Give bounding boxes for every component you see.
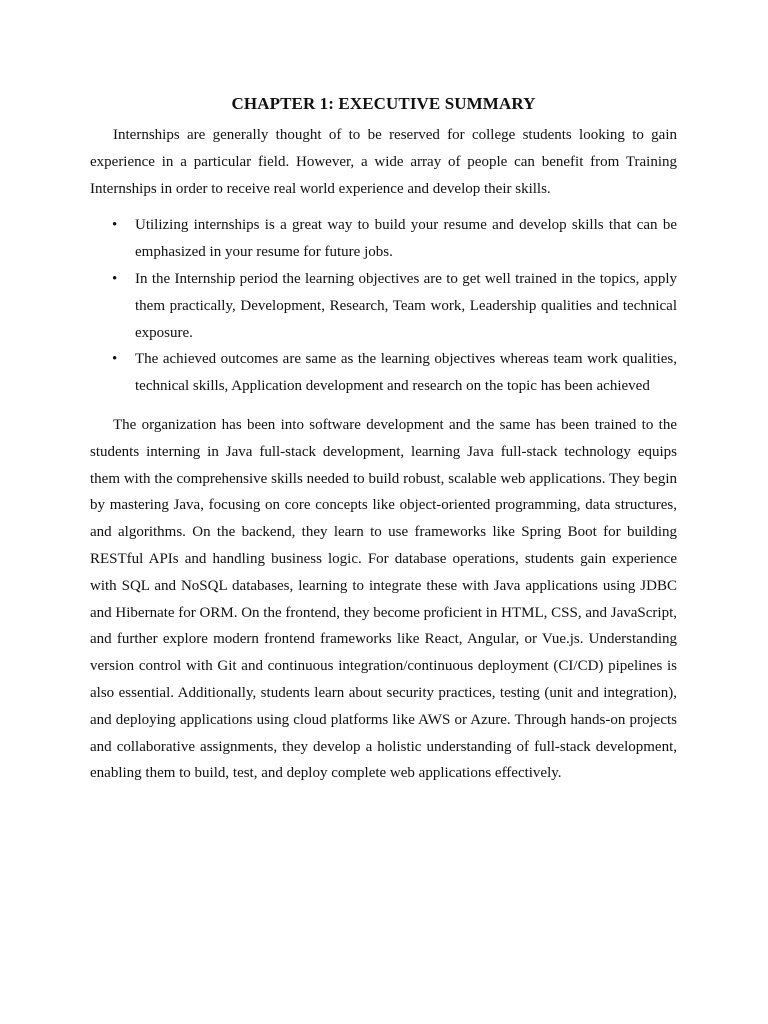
bullet-item: [90, 346, 677, 400]
organization-paragraph: The organization has been into software development and the same has been trained to the students interning in Java full-stack development, learning Java full-stack technology equips them with the comprehensive skills needed to build robust, scalable web applications. They begin by mastering Java, focusing on core concepts like object-oriented programming, data structures, and algorithms. On the backend, they learn to use frameworks like Spring Boot for building RESTful APIs and handling business logic. For database operations, students gain experience with SQL and NoSQL databases, learning to integrate these with Java applications using JDBC and Hibernate for ORM. On the frontend, they become proficient in HTML, CSS, and JavaScript, and further explore modern frontend frameworks like React, Angular, or Vue.js. Understanding version control with Git and continuous integration/continuous deployment (CI/CD) pipelines is also essential. Additionally, students learn about security practices, testing (unit and integration), and deploying applications using cloud platforms like AWS or Azure. Through hands-on projects and collaborative assignments, they develop a holistic understanding of full-stack development, enabling them to build, test, and deploy complete web applications effectively.: [90, 416, 677, 782]
chapter-title: CHAPTER 1: EXECUTIVE SUMMARY: [231, 94, 536, 113]
page-content: [90, 92, 677, 787]
intro-paragraph: Internships are generally thought of to be reserved for college students looking to gain experience in a particular field. However, a wide array of people can benefit from Training Internships in order to receive real world experience and develop their skills.: [90, 127, 677, 197]
bullet-item: [90, 266, 677, 346]
bullet-icon: •: [112, 270, 118, 287]
bullet-icon: •: [112, 351, 118, 368]
bullet-list: [90, 212, 677, 400]
bullet-icon: •: [112, 217, 118, 234]
bullet-text: In the Internship period the learning objectives are to get well trained in the topics, apply them practically, Development, Research, Team work, Leadership qualities and technical exposure.: [135, 270, 677, 341]
bullet-text: Utilizing internships is a great way to build your resume and develop skills that can be emphasized in your resume for future jobs.: [135, 217, 677, 261]
bullet-item: [90, 212, 677, 266]
bullet-text: The achieved outcomes are same as the learning objectives whereas team work qualities, technical skills, Application development and research on the topic has been achieved: [135, 351, 677, 395]
